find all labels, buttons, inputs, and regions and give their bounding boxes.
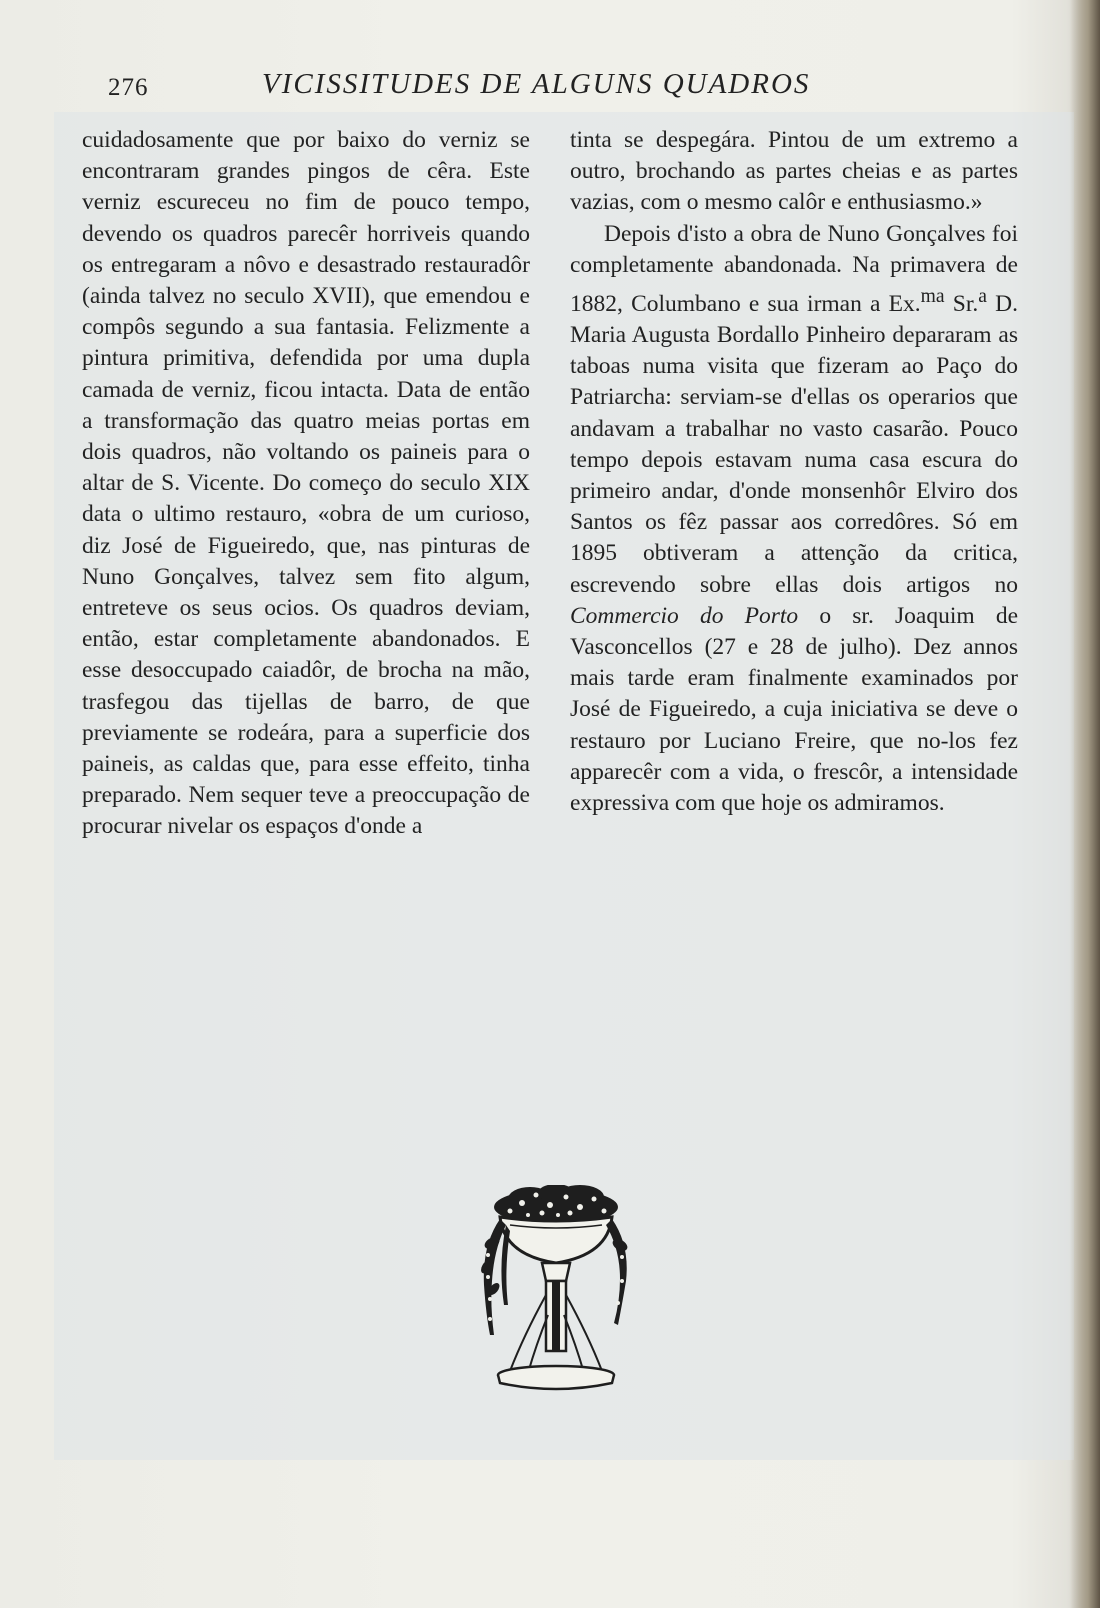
- body-paragraph-1: tinta se despegára. Pintou de um extremo a outro, brochando as partes cheias e as partes vazias, com o mesmo calôr e enthusiasmo.»: [570, 127, 1018, 216]
- paragraph-2-text-b: Sr.: [944, 290, 979, 317]
- running-title: VICISSITUDES DE ALGUNS QUADROS: [262, 68, 811, 100]
- newspaper-title: Commercio do Porto: [570, 602, 799, 629]
- body-text-left: cuidadosamente que por baixo do verniz se encontraram grandes pingos de cêra. Este verniz escureceu no fim de pouco tempo, devendo os quadros parecêr horriveis quando os entregaram a nôvo e desastrado restauradôr (ainda talvez no seculo XVII), que emendou e compôs segundo a sua fantasia. Felizmente a pintura primitiva, defendida por uma dupla camada de verniz, ficou intacta. Data de então a transformação das quatro meias portas em dois quadros, não voltando os paineis para o altar de S. Vicente. Do começo do seculo XIX data o ultimo restauro, «obra de um curioso, diz José de Figueiredo, que, nas pinturas de Nuno Gonçalves, talvez sem fito algum, entreteve os seus ocios. Os quadros deviam, então, estar completamente abandonados. E esse desoccupado caiadôr, de brocha na mão, trasfegou das tijellas de barro, de que previamente se rodeára, para a superficie dos paineis, as caldas que, para esse effeito, tinha preparado. Nem sequer teve a preoccupação de procurar nivelar os espaços d'onde a: [82, 127, 530, 840]
- text-column-right: [570, 125, 1018, 819]
- paragraph-2-text-c: D. Maria Augusta Bordallo Pinheiro depararam as taboas numa visita que fizeram ao Paço do Patriarcha: serviam-se d'ellas os operarios que andavam a trabalhar no vasto casarão. Pouco tempo depois estavam numa casa escura do primeiro andar, d'onde monsenhôr Elviro dos Santos os fêz passar aos corredôres. Só em 1895 obtiveram a attenção da critica, escrevendo sobre ellas dois artigos no: [570, 290, 1018, 598]
- urn-with-hanging-vines-icon: [470, 1185, 642, 1395]
- superscript-a: a: [978, 286, 987, 308]
- book-spine-shadow: [1070, 0, 1100, 1608]
- page-number: 276: [108, 74, 149, 101]
- text-column-left: [82, 125, 530, 843]
- superscript-ma: ma: [920, 286, 945, 308]
- body-paragraph-2: [570, 219, 1018, 820]
- paragraph-2-text-a: Depois d'isto a obra de Nuno Gonçalves foi completamente abandonada. Na primavera de 1882, Columbano e sua irman a Ex.: [570, 220, 1018, 317]
- paragraph-2-text-d: o sr. Joaquim de Vasconcellos (27 e 28 de julho). Dez annos mais tarde eram finalmente examinados por José de Figueiredo, a cuja iniciativa se deve o restauro por Luciano Freire, que no-los fez apparecêr com a vida, o frescôr, a intensidade expressiva com que hoje os admiramos.: [570, 602, 1018, 817]
- page-header: [0, 68, 1100, 108]
